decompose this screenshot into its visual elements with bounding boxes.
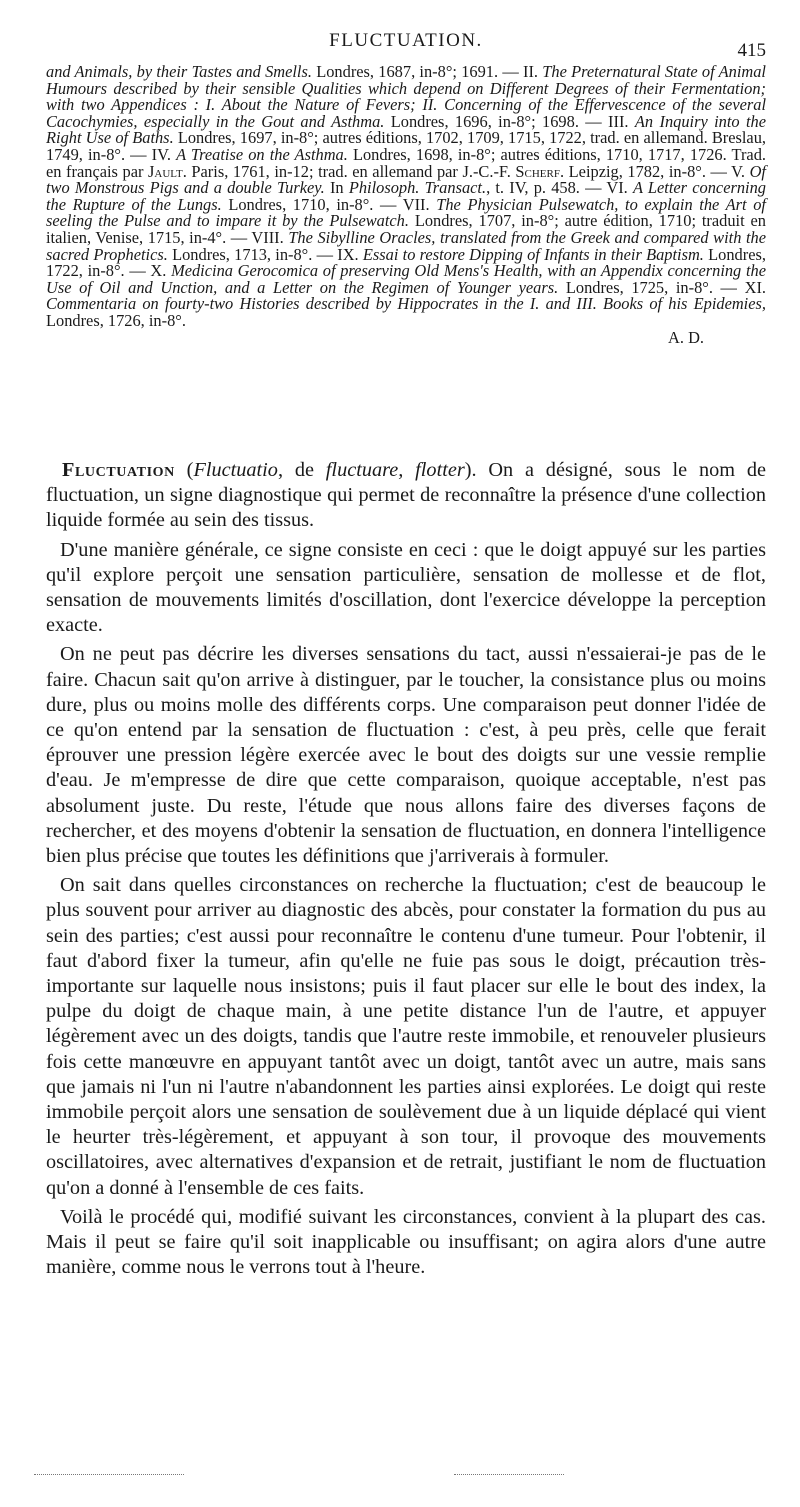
scan-mark [454, 1474, 564, 1476]
citation-text: Londres, 1687, in-8°; 1691. — II. [311, 62, 543, 81]
citation-text: Londres, 1696, in-8°; 1698. — III. [384, 111, 635, 131]
entry-paragraph-5: Voilà le procédé qui, modifié suivant les circonstances, convient à la plupart des cas. Mais il peut se faire qu'il soit inapplicable ou insuffisant; on agira alors d'une autre manière, comme nous le verrons tout à l'heure. [46, 1205, 766, 1279]
journal-title: Philosoph. Transact. [348, 178, 487, 198]
work-title: The Sibylline Oracles, translated from the Greek and compared with the sacred Prophetics. [46, 227, 766, 264]
citation-text: Londres, 1725, in-8°. — XI. [558, 277, 766, 297]
entry-headword: Fluctuation [62, 459, 175, 481]
work-title: Essai to restore Dipping of Infants in their Baptism. [362, 244, 704, 264]
entry-paragraph-1 [46, 458, 766, 534]
work-title: Medicina Gerocomica of preserving Old Mens's Health, with an Appendix concerning the Use of Oil and Unction, and a Letter on the Regimen of Younger years. [46, 261, 766, 297]
citation-text: . Leipzig, 1782, in-8°. — V. [559, 161, 750, 181]
page-header [46, 30, 766, 60]
entry-text: , de [277, 459, 326, 481]
work-title: An Inquiry into the Right Use of Baths. [46, 111, 767, 148]
translator-name: Jault [148, 161, 183, 181]
citation-text: . Paris, 1761, in-12; trad. en allemand par J.-C.-F. [182, 161, 516, 181]
author-signature: A. D. [668, 327, 704, 347]
entry-paragraph-3: On ne peut pas décrire les diverses sensations du tact, aussi n'essaierai-je pas de le faire. Chacun sait qu'on arrive à distinguer, par le toucher, la consistance plus ou moins dure, plus ou moins molle des différents corps. Une comparaison peut donner l'idée de ce qu'on entend par la sensation de fluctuation : c'est, à peu près, celle que ferait éprouver une pression légère exercée avec le bout des doigts sur une vessie remplie d'eau. Je m'empresse de dire que cette comparaison, quoique acceptable, n'est pas absolument juste. Du reste, l'étude que nous allons faire des diverses façons de rechercher, et des moyens d'obtenir la sensation de fluctuation, en donnera l'intelligence bien plus précise que toutes les définitions que j'arriverais à formuler. [46, 643, 766, 868]
citation-text: Londres, 1707, in-8°; autre édition, 1710; traduit en italien, Venise, 1715, in-4°. — VIII. [46, 211, 766, 247]
bibliography-block [46, 64, 766, 346]
citation-text: Londres, 1697, in-8°; autres éditions, 1702, 1709, 1715, 1722, trad. en allemand. Breslau, 1749, in-8°. — IV. [46, 128, 766, 164]
citation-text: Londres, 1710, in-8°. — VII. [221, 194, 437, 214]
citation-text: Londres, 1713, in-8°. — IX. [167, 244, 363, 264]
citation-text: , t. IV, p. 458. — VI. [486, 178, 633, 198]
citation-text: Londres, 1698, in-8°; autres éditions, 1710, 1717, 1726. Trad. en français par [46, 144, 766, 181]
entry-text: ( [174, 459, 194, 481]
scan-artifact-marks [34, 1474, 754, 1478]
scan-mark [34, 1474, 184, 1476]
citation-text: Londres, 1722, in-8°. — X. [46, 244, 766, 281]
work-title: The Physician Pulsewatch, to explain the Art of seeling the Pulse and to impare it by the Pulsewatch. [46, 194, 766, 231]
entry-text: ). On a désigné, sous le nom de fluctuation, un signe diagnostique qui permet de reconnaître la présence d'une collection liquide formée au sein des tissus. [46, 459, 767, 532]
work-title: A Treatise on the Asthma. [176, 144, 348, 164]
bibliography-text [46, 64, 766, 330]
translator-name: Scherf [515, 161, 560, 181]
work-title: and Animals, by their Tastes and Smells. [46, 62, 312, 81]
work-title: Of two Monstrous Pigs and a double Turkey. [46, 161, 766, 198]
work-title: The Preternatural State of Animal Humours described by their sensible Qualities which depend on Different Degrees of their Fermentation; with two Appendices : I. About the Nature of Fevers; II. Concerning of the Effervescence of the several Cacochymies, especially in the Gout and Asthma. [46, 62, 766, 131]
etymology-verb: fluctuare, flotter [325, 459, 465, 481]
entry-body [46, 458, 766, 1285]
citation-text: In [324, 178, 349, 198]
running-title: FLUCTUATION. [329, 30, 483, 51]
etymology-latin: Fluctuatio [193, 459, 278, 481]
entry-paragraph-2: D'une manière générale, ce signe consiste en ceci : que le doigt appuyé sur les parties qu'il explore perçoit une sensation particulière, sensation de mollesse et de flot, sensation de mouvements limités d'oscillation, dont l'exercice développe la perception exacte. [46, 538, 766, 637]
work-title: Commentaria on fourty-two Histories described by Hippocrates in the I. and III. Books of his Epidemies, [46, 294, 766, 314]
entry-paragraph-4: On sait dans quelles circonstances on recherche la fluctuation; c'est de beaucoup le plus souvent pour arriver au diagnostic des abcès, pour constater la formation du pus au sein des parties; c'est aussi pour reconnaître le contenu d'une tumeur. Pour l'obtenir, il faut d'abord fixer la tumeur, afin qu'elle ne fuie pas sous le doigt, précaution très-importante sur laquelle nous insistons; puis il faut placer sur elle le bout des index, la pulpe du doigt de chaque main, à une petite distance l'un de l'autre, et appuyer légèrement avec un des doigts, tandis que l'autre reste immobile, et renouveler plusieurs fois cette manœuvre en appuyant tantôt avec un doigt, tantôt avec un autre, mais sans que jamais ni l'un ni l'autre n'abandonnent les parties ainsi explorées. Le doigt qui reste immobile perçoit alors une sensation de soulèvement due à un liquide déplacé qui vient le heurter très-légèrement, et appuyant à son tour, il provoque des mouvements oscillatoires, avec alternatives d'expansion et de retrait, justifiant le nom de fluctuation qu'on a donné à l'ensemble de ces faits. [46, 874, 766, 1199]
citation-text: Londres, 1726, in-8°. [46, 310, 186, 330]
work-title: A Letter concerning the Rupture of the Lungs. [46, 178, 766, 214]
page-number: 415 [737, 40, 766, 61]
